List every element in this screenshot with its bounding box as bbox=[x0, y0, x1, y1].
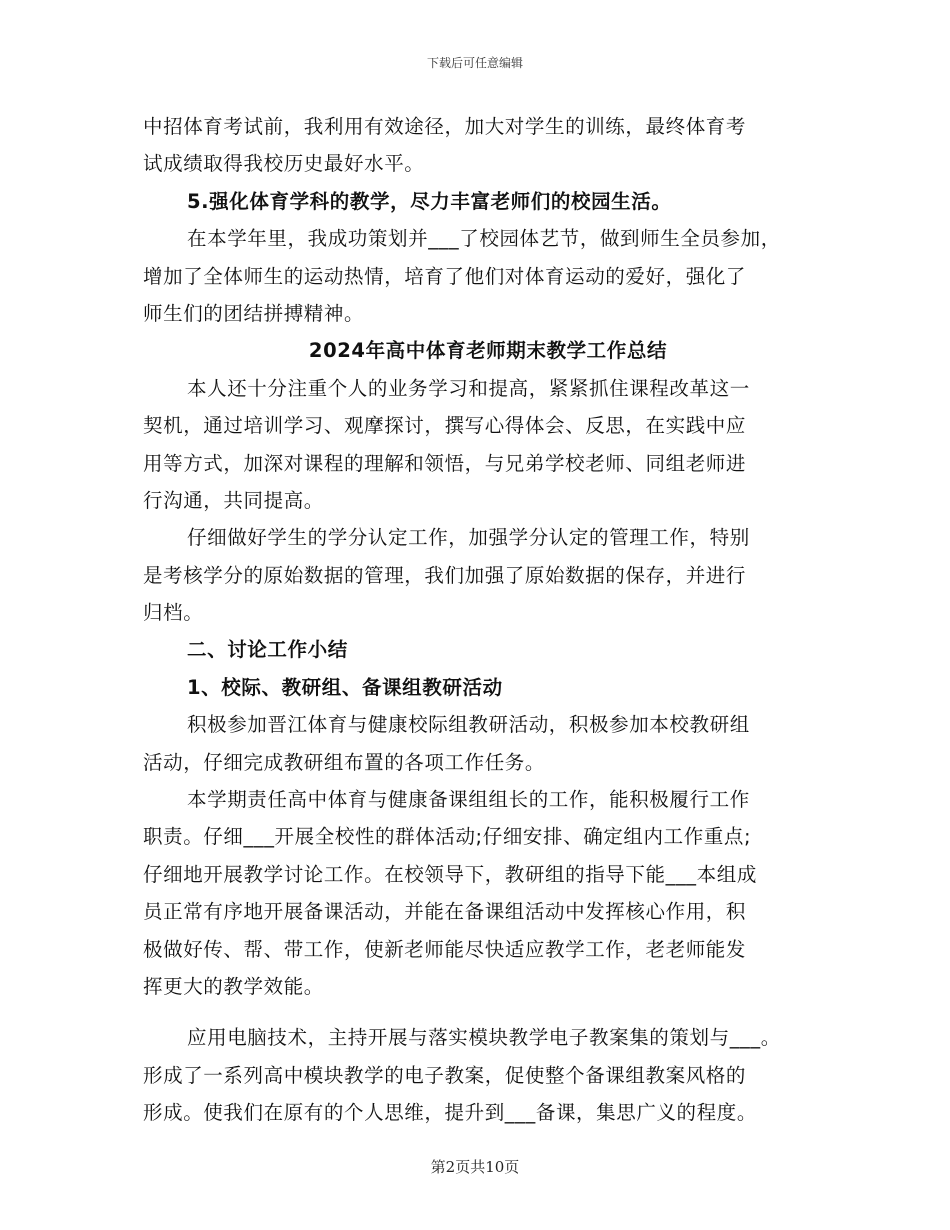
text-line: 形成了一系列高中模块教学的电子教案，促使整个备课组教案风格的 bbox=[143, 1063, 747, 1087]
text-line: 积极参加晋江体育与健康校际组教研活动，积极参加本校教研组 bbox=[187, 713, 750, 737]
text-line: 仔细地开展教学讨论工作。在校领导下，教研组的指导下能___本组成 bbox=[143, 862, 757, 886]
heading-line: 5.强化体育学科的教学，尽力丰富老师们的校园生活。 bbox=[187, 189, 672, 213]
document-body bbox=[143, 108, 833, 1132]
text-line: 归档。 bbox=[143, 601, 204, 625]
text-line: 应用电脑技术，主持开展与落实模块教学电子教案集的策划与___。 bbox=[187, 1026, 781, 1050]
text-line: 职责。仔细___开展全校性的群体活动;仔细安排、确定组内工作重点; bbox=[143, 825, 752, 849]
text-line: 行沟通，共同提高。 bbox=[143, 488, 324, 512]
text-line: 在本学年里，我成功策划并___了校园体艺节，做到师生全员参加， bbox=[187, 227, 781, 251]
text-line: 用等方式，加深对课程的理解和领悟，与兄弟学校老师、同组老师进 bbox=[143, 451, 747, 475]
text-line: 活动，仔细完成教研组布置的各项工作任务。 bbox=[143, 750, 546, 774]
text-line: 形成。使我们在原有的个人思维，提升到___备课，集思广义的程度。 bbox=[143, 1101, 757, 1125]
text-line: 员正常有序地开展备课活动，并能在备课组活动中发挥核心作用，积 bbox=[143, 900, 747, 924]
text-line: 挥更大的教学效能。 bbox=[143, 974, 324, 998]
text-line: 增加了全体师生的运动热情，培育了他们对体育运动的爱好，强化了 bbox=[143, 264, 747, 288]
text-line: 契机，通过培训学习、观摩探讨，撰写心得体会、反思，在实践中应 bbox=[143, 414, 747, 438]
text-line: 试成绩取得我校历史最好水平。 bbox=[143, 152, 425, 176]
text-line: 本人还十分注重个人的业务学习和提高，紧紧抓住课程改革这一 bbox=[187, 376, 750, 400]
text-line: 本学期责任高中体育与健康备课组组长的工作，能积极履行工作 bbox=[187, 788, 750, 812]
heading-line: 2024年高中体育老师期末教学工作总结 bbox=[308, 339, 668, 363]
text-line: 是考核学分的原始数据的管理，我们加强了原始数据的保存，并进行 bbox=[143, 563, 747, 587]
page-header: 下载后可任意编辑 bbox=[426, 56, 523, 70]
text-line: 极做好传、帮、带工作，使新老师能尽快适应教学工作，老老师能发 bbox=[143, 937, 747, 961]
heading-line: 二、讨论工作小结 bbox=[187, 638, 348, 662]
text-line bbox=[143, 1005, 833, 1019]
page-number: 第2页共10页 bbox=[430, 1158, 520, 1176]
text-line: 师生们的团结拼搏精神。 bbox=[143, 301, 365, 325]
heading-line: 1、校际、教研组、备课组教研活动 bbox=[187, 675, 503, 699]
text-line: 中招体育考试前，我利用有效途径，加大对学生的训练，最终体育考 bbox=[143, 115, 747, 138]
text-line: 仔细做好学生的学分认定工作，加强学分认定的管理工作，特别 bbox=[187, 526, 750, 550]
